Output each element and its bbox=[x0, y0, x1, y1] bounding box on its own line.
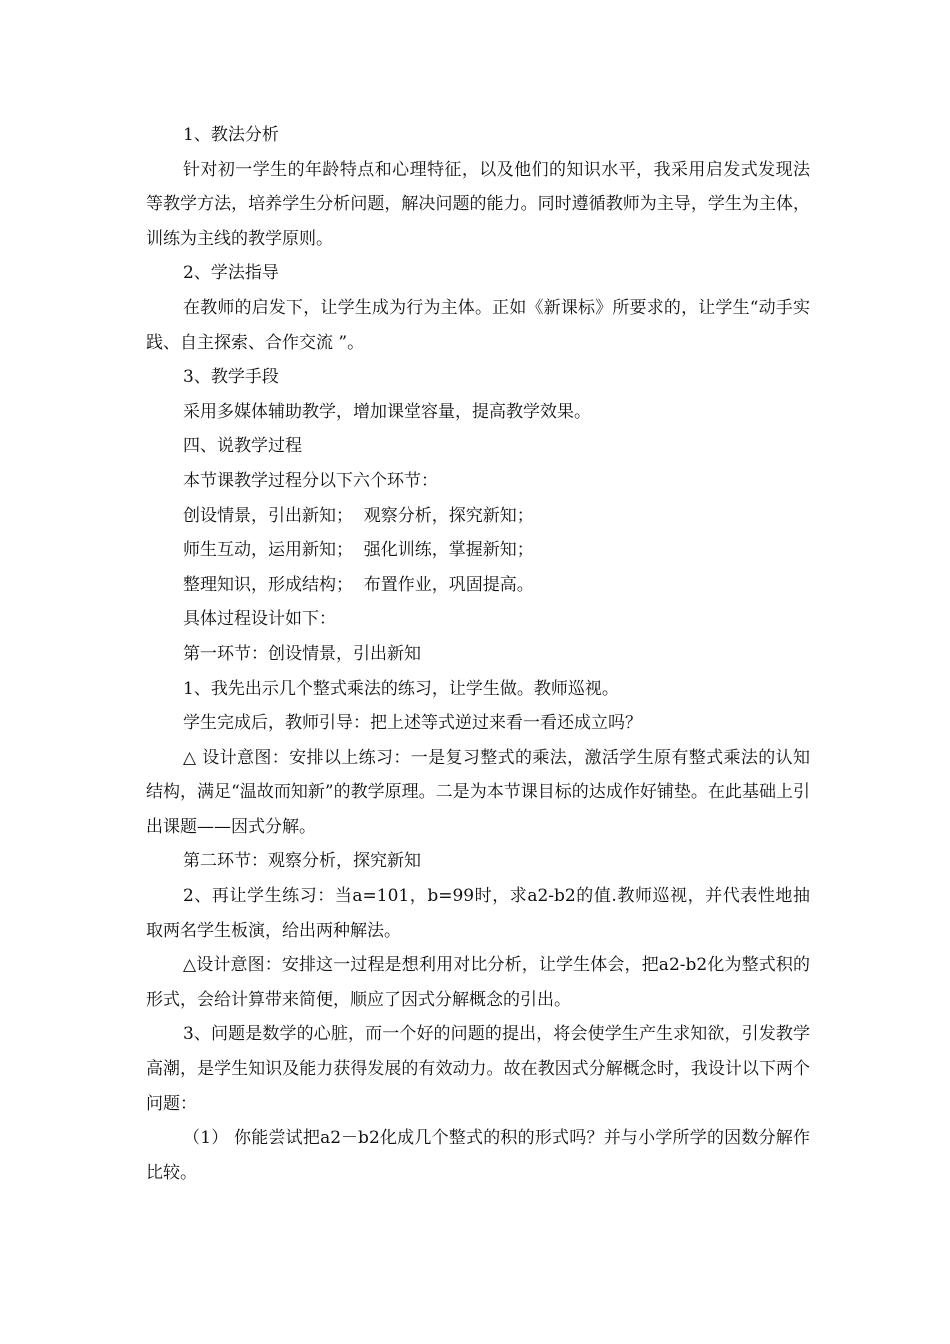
paragraph: 学生完成后，教师引导：把上述等式逆过来看一看还成立吗？ bbox=[183, 713, 642, 734]
paragraph: 本节课教学过程分以下六个环节： bbox=[183, 470, 438, 491]
paragraph: 在教师的启发下，让学生成为行为主体。正如《新课标》所要求的，让学生“动手实践、自主探索、合作交流 ”。 bbox=[146, 297, 810, 353]
paragraph: 1、我先出示几个整式乘法的练习，让学生做。教师巡视。 bbox=[183, 678, 619, 699]
section-heading: 3、教学手段 bbox=[183, 367, 279, 388]
section-heading: 1、教法分析 bbox=[183, 125, 279, 145]
step-list-line: 创设情景，引出新知； 观察分析，探究新知； bbox=[183, 505, 534, 526]
paragraph: 采用多媒体辅助教学，增加课堂容量，提高教学效果。 bbox=[183, 401, 591, 422]
document-body bbox=[146, 118, 810, 1190]
section-heading: 2、学法指导 bbox=[183, 263, 279, 284]
paragraph: 3、问题是数学的心脏，而一个好的问题的提出，将会使学生产生求知欲，引发教学高潮，是学生知识及能力获得发展的有效动力。故在教因式分解概念时，我设计以下两个问题： bbox=[146, 1024, 810, 1114]
question-paragraph: （1） 你能尝试把a2－b2化成几个整式的积的形式吗？并与小学所学的因数分解作比较。 bbox=[146, 1128, 810, 1183]
paragraph: 针对初一学生的年龄特点和心理特征，以及他们的知识水平，我采用启发式发现法等教学方法，培养学生分析问题，解决问题的能力。同时遵循教师为主导，学生为主体，训练为主线的教学原则。 bbox=[146, 159, 810, 249]
section-heading: 四、说教学过程 bbox=[183, 436, 302, 457]
step-list-line: 整理知识，形成结构； 布置作业，巩固提高。 bbox=[183, 574, 534, 595]
paragraph: 2、再让学生练习：当a=101，b=99时，求a2-b2的值.教师巡视，并代表性地抽取两名学生板演，给出两种解法。 bbox=[146, 886, 810, 941]
step-list-line: 师生互动，运用新知； 强化训练，掌握新知； bbox=[183, 540, 534, 561]
section-heading: 第二环节：观察分析，探究新知 bbox=[183, 851, 421, 872]
section-heading: 第一环节：创设情景，引出新知 bbox=[183, 643, 421, 664]
paragraph: 具体过程设计如下： bbox=[183, 609, 336, 630]
design-intent-paragraph: △设计意图：安排这一过程是想利用对比分析，让学生体会，把a2-b2化为整式积的形式，会给计算带来简便，顺应了因式分解概念的引出。 bbox=[146, 955, 810, 1010]
design-intent-paragraph: △ 设计意图：安排以上练习：一是复习整式的乘法，激活学生原有整式乘法的认知结构，满足“温故而知新”的教学原理。二是为本节课目标的达成作好铺垫。在此基础上引出课题——因式分解。 bbox=[146, 747, 810, 837]
